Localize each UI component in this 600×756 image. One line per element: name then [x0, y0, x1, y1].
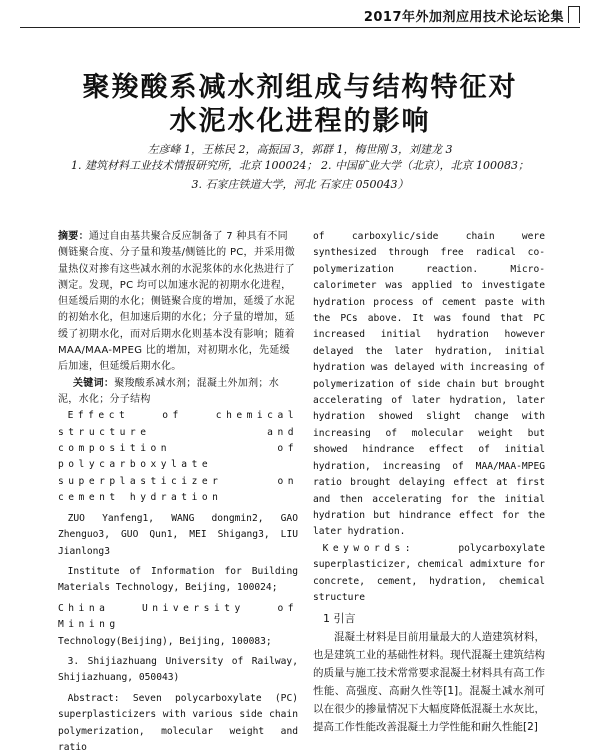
english-title: Effect of chemical structure and composition of polycarboxylate superplasticizer on cement hydration — [58, 410, 298, 504]
keywords-en-label: Keywords: — [322, 542, 416, 554]
introduction-paragraph: 混凝土材料是目前用量最大的人造建筑材料，也是建筑工业的基础性材料。现代混凝土建筑结构的质量与施工技术常常要求混凝土材料具有高工作性能、高强度、高耐久性等[1]。混凝土减水剂可以在很少的掺量情况下大幅度降低混凝土水灰比，提高工作性能改善混凝土力学性能和耐久性能[2] — [313, 631, 545, 734]
keywords-en-text: polycarboxylate superplasticizer, chemical admixture for concrete, cement, hydration, chemical structure — [313, 542, 545, 603]
paper-title-line-1: 聚羧酸系减水剂组成与结构特征对 — [82, 72, 518, 103]
keywords-cn — [58, 376, 298, 409]
english-affiliation-2a: China University of Mining — [58, 602, 298, 631]
header-tab-mark — [568, 6, 580, 23]
keywords-cn-label: 关键词： — [73, 377, 115, 389]
section-heading-introduction: 1 引言 — [323, 612, 356, 626]
english-affiliation-2b: Technology(Beijing), Beijing, 100083; — [58, 635, 272, 647]
english-affiliation-3: 3. Shijiazhuang University of Railway, Shijiazhuang, 050043) — [58, 655, 298, 684]
english-affiliation-1: Institute of Information for Building Materials Technology, Beijing, 100024; — [58, 565, 298, 594]
right-column — [313, 229, 545, 736]
header-rule — [20, 27, 580, 28]
left-column — [58, 229, 298, 756]
affiliation-line-1: 1. 建筑材料工业技术情报研究所，北京 100024； 2. 中国矿业大学（北京），北京 100083； — [71, 159, 529, 172]
abstract-cn-label: 摘要： — [58, 231, 89, 242]
abstract-cn-text: 通过自由基共聚合反应制备了 7 种具有不同侧链聚合度、分子量和羧基/侧链比的 PC，并采用微量热仪对掺有这些减水剂的水泥浆体的水化热进行了测定。发现，PC 均可以加速水泥的初期水化进程，但延缓后期的水化；侧链聚合度的增加，延缓了水泥的初始水化，但加速后期的水化；分子量的增加，延缓了初期水化，而对后期水化则基本没有影响；随着 MAA/MAA-MPEG 比的增加，对初期水化，先延缓后加速，但延缓后期水化。 — [58, 231, 296, 373]
abstract-en-continued: of carboxylic/side chain were synthesized through free radical co-polymerization reaction. Micro-calorimeter was applied to investigate hydration process of cement paste with the PCs above. It was found that PC increased initial hydration however delayed the later hydration, initial hydration was delayed with increasing of polymerization of side chain but brought accelerating of later hydration, later hydration showed slight change with increasing of molecular weight but showed hindrance effect of initial hydration, increasing of MAA/MAA-MPEG ratio brought delaying effect at first and then accelerating for the initial hydration but hindrance effect for the later hydration. — [313, 231, 545, 538]
affiliation-line-2: 3. 石家庄铁道大学，河北 石家庄 050043） — [191, 178, 409, 191]
keywords-en — [313, 541, 545, 607]
keywords-cn-text: 聚羧酸系减水剂；混凝土外加剂；水泥，水化；分子结构 — [58, 377, 280, 405]
abstract-cn — [58, 229, 298, 376]
paper-title-line-2: 水泥水化进程的影响 — [169, 106, 431, 137]
english-authors: ZUO Yanfeng1, WANG dongmin2, GAO Zhenguo3, GUO Qun1, MEI Shigang3, LIU Jianlong3 — [58, 512, 298, 557]
running-header: 2017年外加剂应用技术论坛论集 — [363, 10, 564, 25]
abstract-en-start: Abstract: Seven polycarboxylate (PC) superplasticizers with various side chain polymerization, molecular weight and ratio — [58, 692, 298, 753]
author-list: 左彦峰 1，王栋民 2，高振国 3，郭群 1，梅世刚 3，刘建龙 3 — [147, 143, 453, 156]
